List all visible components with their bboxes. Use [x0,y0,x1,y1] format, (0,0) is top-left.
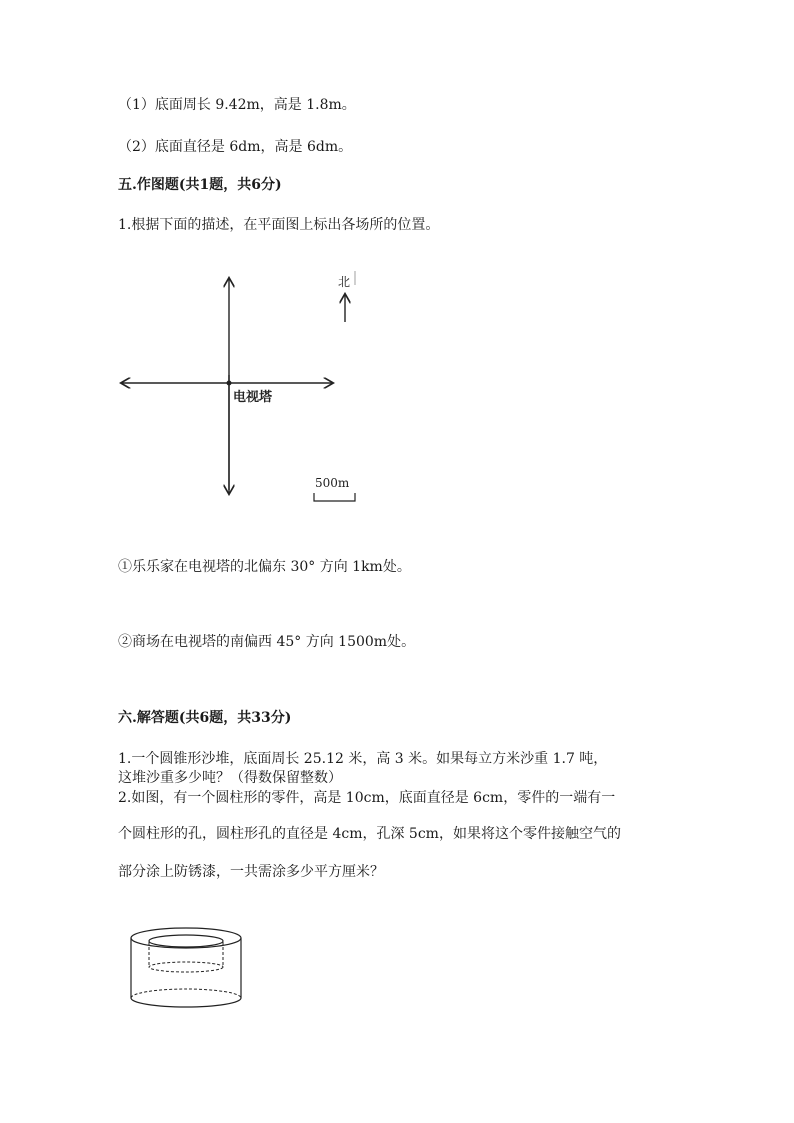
center-label: 电视塔 [233,390,273,405]
section6-q2-line1: 2.如图，有一个圆柱形的零件，高是 10cm，底面直径是 6cm，零件的一端有一 [118,790,616,806]
section5-condition2: ②商场在电视塔的南偏西 45° 方向 1500m处。 [118,634,416,650]
outer-bottom-front [131,998,241,1007]
section6-q1-line2: 这堆沙重多少吨？（得数保留整数） [118,770,342,786]
section6-heading: 六.解答题(共6题，共33分) [118,710,292,726]
section4-item1: （1）底面周长 9.42m，高是 1.8m。 [118,97,356,113]
section5-condition1: ①乐乐家在电视塔的北偏东 30° 方向 1km处。 [118,559,411,575]
inner-bottom-ellipse [149,962,223,972]
section4-item2: （2）底面直径是 6dm，高是 6dm。 [118,139,353,155]
scale-bar [314,493,355,501]
section5-heading: 五.作图题(共1题，共6分) [118,177,282,193]
section6-q2-line3: 部分涂上防锈漆，一共需涂多少平方厘米？ [118,864,384,880]
map-figure [110,265,370,505]
section6-q1-line1: 1.一个圆锥形沙堆，底面周长 25.12 米，高 3 米。如果每立方米沙重 1.7 吨， [118,751,608,767]
inner-top-ellipse [149,935,223,947]
north-label: 北 [338,275,351,289]
outer-top-ellipse [131,928,241,948]
section6-q2-line2: 个圆柱形的孔，圆柱形孔的直径是 4cm，孔深 5cm，如果将这个零件接触空气的 [118,826,621,842]
outer-bottom-back [131,989,241,998]
scale-label: 500m [315,476,350,490]
center-point [227,381,232,386]
cylinder-figure [126,922,250,1012]
section5-question1: 1.根据下面的描述，在平面图上标出各场所的位置。 [118,217,440,233]
